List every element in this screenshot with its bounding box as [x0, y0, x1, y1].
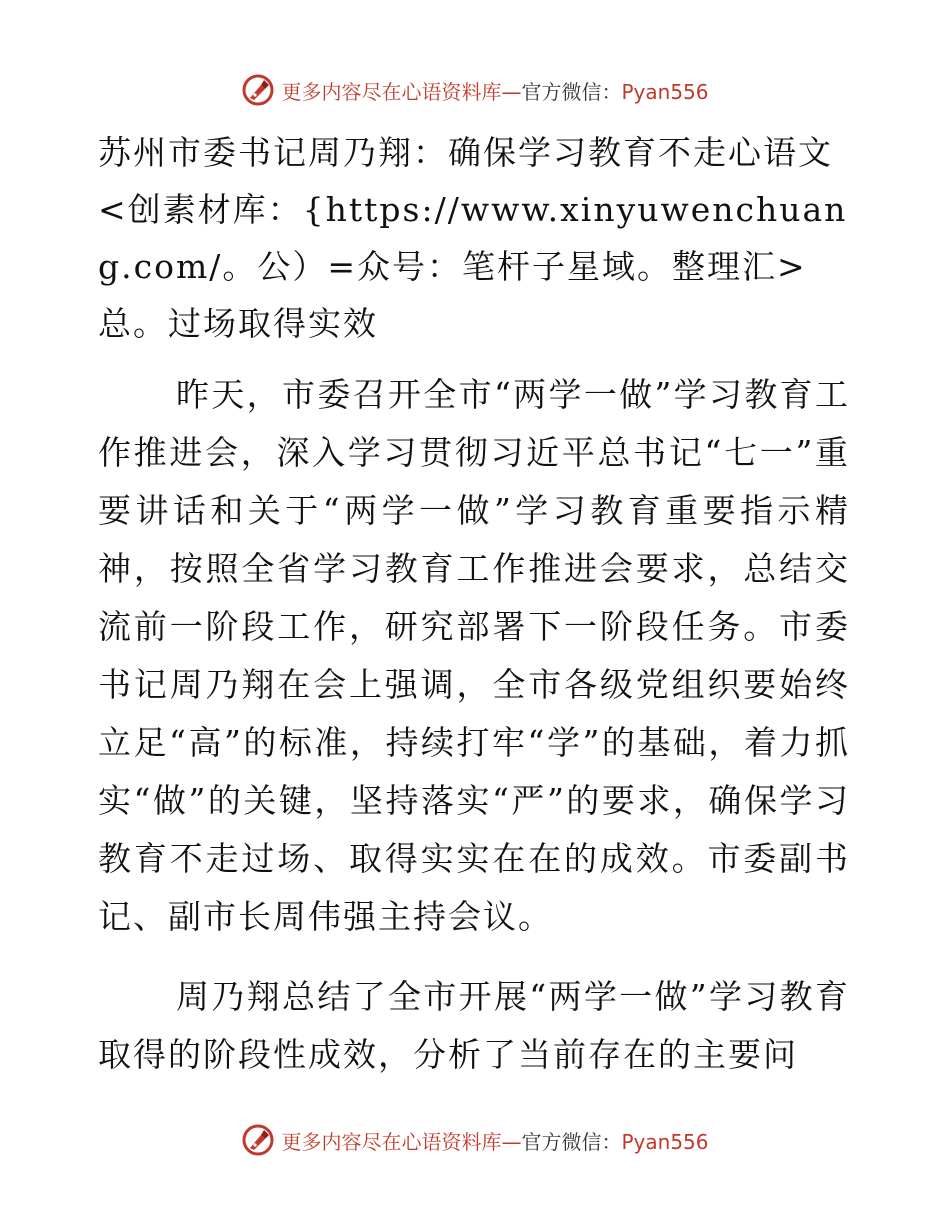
watermark-text — [281, 76, 708, 105]
watermark-official: 官方微信： — [521, 1129, 622, 1154]
watermark-separator: — — [501, 79, 522, 104]
watermark-main: 更多内容尽在心语资料库 — [281, 1129, 502, 1154]
pen-nib-circle-icon — [241, 1123, 275, 1157]
pen-nib-circle-icon — [241, 73, 275, 107]
watermark-main: 更多内容尽在心语资料库 — [281, 79, 502, 104]
watermark-separator: — — [501, 1129, 522, 1154]
header-watermark-banner — [0, 70, 950, 110]
watermark-wechat-id: Pyan556 — [621, 79, 709, 104]
watermark-wechat-id: Pyan556 — [621, 1129, 709, 1154]
body-paragraph-2: 周乃翔总结了全市开展“两学一做”学习教育取得的阶段性成效，分析了当前存在的主要问 — [98, 977, 850, 1074]
document-title: 苏州市委书记周乃翔：确保学习教育不走心语文<创素材库：{https://www.xinyuwenchuang.com/。公）=众号：笔杆子星域。整理汇>总。过场取得实效 — [98, 133, 848, 343]
body-paragraph-1: 昨天，市委召开全市“两学一做”学习教育工作推进会，深入学习贯彻习近平总书记“七一”重要讲话和关于“两学一做”学习教育重要指示精神，按照全省学习教育工作推进会要求，总结交流前一阶段工作，研究部署下一阶段任务。市委书记周乃翔在会上强调，全市各级党组织要始终立足“高”的标准，持续打牢“学”的基础，着力抓实“做”的关键，坚持落实“严”的要求，确保学习教育不走过场、取得实实在在的成效。市委副书记、副市长周伟强主持会议。 — [98, 375, 850, 936]
watermark-official: 官方微信： — [521, 79, 622, 104]
footer-watermark-banner — [0, 1120, 950, 1160]
watermark-text — [281, 1126, 708, 1155]
